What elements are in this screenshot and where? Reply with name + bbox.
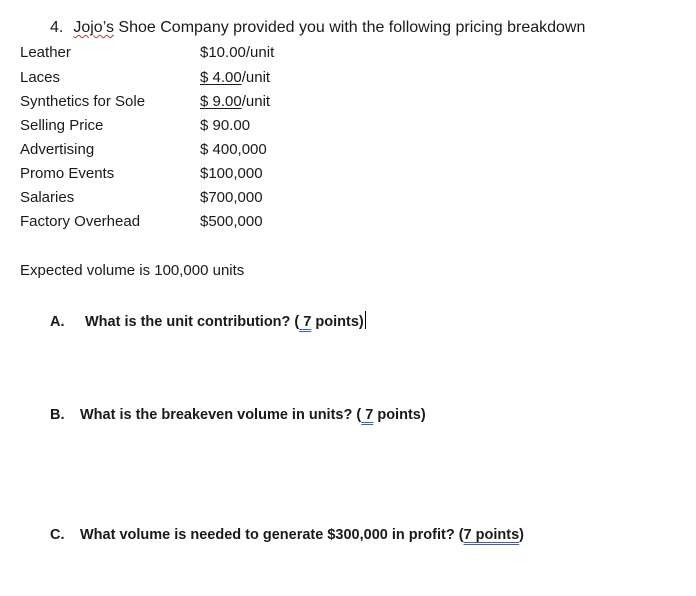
- row-value-factory-overhead: $500,000: [200, 213, 263, 230]
- expected-volume-text: Expected volume is 100,000 units: [20, 262, 245, 279]
- row-label-selling-price: Selling Price: [20, 117, 104, 134]
- question-b: B. What is the breakeven volume in units? ( 7 points): [50, 407, 426, 423]
- row-label-promo-events: Promo Events: [20, 165, 115, 182]
- question-c-letter: C.: [50, 527, 65, 543]
- row-label-leather: Leather: [20, 44, 71, 61]
- question-a: A. What is the unit contribution? ( 7 points): [50, 311, 366, 330]
- question-c: C. What volume is needed to generate $300,000 in profit? (7 points): [50, 527, 524, 543]
- question-a-text: What is the unit contribution?: [85, 314, 295, 330]
- question-b-points: 7: [361, 407, 374, 423]
- question-c-points: 7 points: [463, 527, 520, 543]
- heading-text: Shoe Company provided you with the following pricing breakdown: [118, 19, 586, 36]
- question-a-letter: A.: [50, 314, 65, 330]
- row-label-salaries: Salaries: [20, 189, 75, 206]
- row-value-laces: $ 4.00/unit: [200, 69, 271, 86]
- row-label-advertising: Advertising: [20, 141, 95, 158]
- row-value-promo-events: $100,000: [200, 165, 263, 182]
- question-number: 4.: [50, 19, 64, 36]
- text-cursor: [365, 311, 366, 329]
- question-c-text: What volume is needed to generate $300,000 in profit? (: [80, 527, 464, 543]
- row-label-synthetics: Synthetics for Sole: [20, 93, 146, 110]
- row-label-factory-overhead: Factory Overhead: [20, 213, 141, 230]
- row-value-leather: $10.00/unit: [200, 44, 275, 61]
- row-value-salaries: $700,000: [200, 189, 263, 206]
- row-value-synthetics: $ 9.00/unit: [200, 93, 271, 110]
- question-a-points: 7: [299, 314, 312, 330]
- company-name-word: Jojo’s: [73, 19, 114, 36]
- question-heading: [50, 19, 585, 37]
- question-b-text: What is the breakeven volume in units?: [80, 407, 357, 423]
- row-label-laces: Laces: [20, 69, 61, 86]
- row-value-selling-price: $ 90.00: [200, 117, 251, 134]
- row-value-advertising: $ 400,000: [200, 141, 267, 158]
- question-b-letter: B.: [50, 407, 65, 423]
